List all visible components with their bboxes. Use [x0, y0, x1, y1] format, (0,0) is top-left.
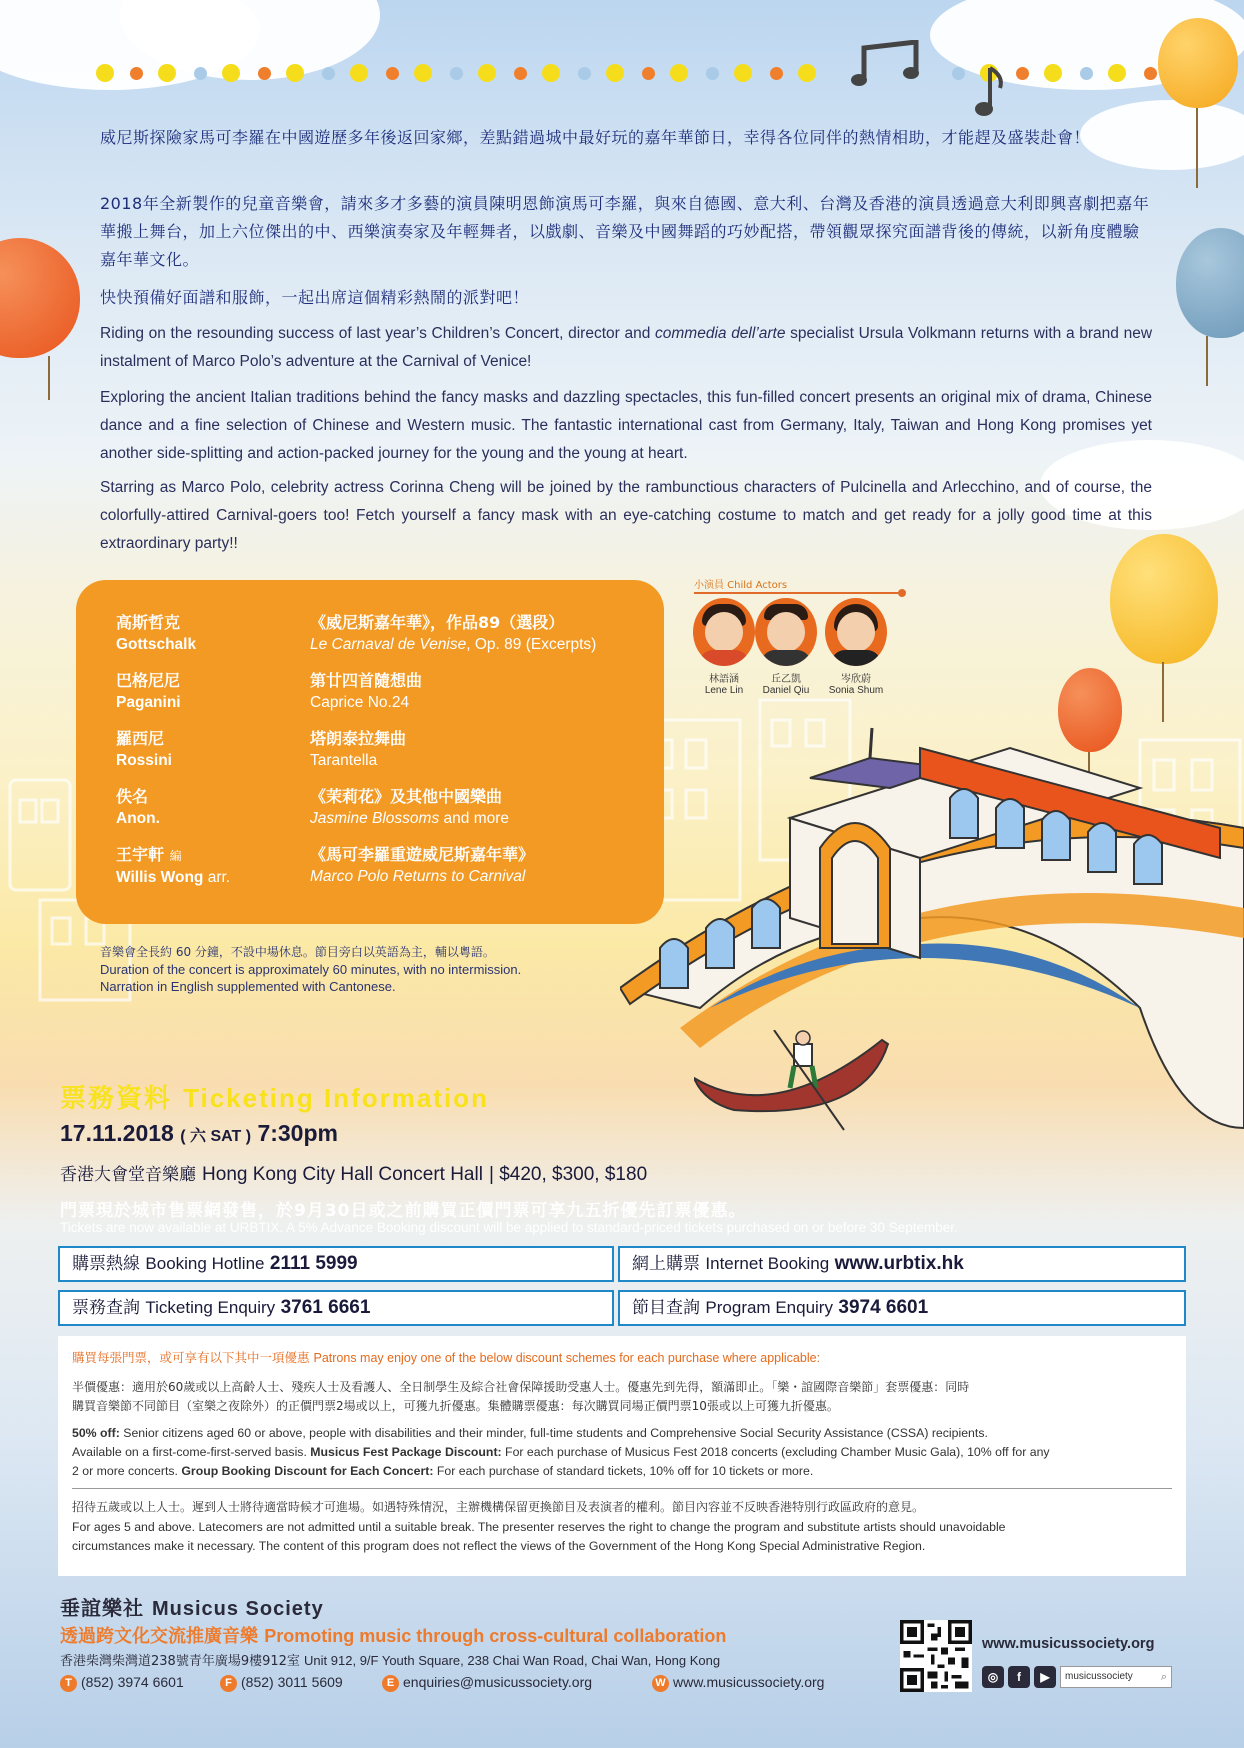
organizer-address [60, 1650, 720, 1669]
balloon-decoration [0, 238, 80, 358]
organizer-tagline-cn: 透過跨文化交流推廣音樂 [60, 1626, 258, 1647]
work-en-rest: , Op. 89 (Excerpts) [466, 636, 597, 653]
contact-tel[interactable] [60, 1674, 184, 1692]
intro-en-text: Riding on the resounding success of last year’s Children’s Concert, director and [100, 325, 656, 342]
music-note-icon [972, 62, 1008, 122]
program-work [310, 670, 670, 714]
terms-en-line: circumstances make it necessary. The content of this program does not reflect the views of the Government of the Hong Kong Special Administrative Region. [72, 1539, 926, 1553]
concert-venue [60, 1160, 647, 1186]
intro-cn-paragraph: 快快預備好面譜和服飾，一起出席這個精彩熱鬧的派對吧！ [100, 288, 530, 307]
booking-hotline-number[interactable]: 2111 5999 [269, 1253, 358, 1274]
program-work [310, 728, 670, 772]
work-en: Tarantella [310, 752, 378, 769]
composer-cn-suffix: 編 [169, 849, 182, 863]
intro-en-paragraph: Starring as Marco Polo, celebrity actress Corinna Cheng will be joined by the rambunctious characters of Pulcinella and Arlecchino, and of course, the colorfully-attired Carnival-goers too! Fetch yourself a fancy mask with an eye-catching costume to match and get ready for a jolly good time at this extraordinary party!! [100, 479, 1152, 552]
ticketing-enquiry-cn: 票務查詢 [72, 1298, 140, 1318]
organizer-tagline-en: Promoting music through cross-cultural collaboration [264, 1626, 727, 1646]
ticketing-enquiry-en: Ticketing Enquiry [145, 1298, 276, 1317]
email-link[interactable]: enquiries@musicussociety.org [403, 1674, 593, 1690]
phone-icon: T [60, 1675, 77, 1692]
work-cn: 塔朗泰拉舞曲 [310, 729, 407, 748]
discount-text: For each purchase of Musicus Fest 2018 concerts (excluding Chamber Music Gala), 10% off for any [501, 1445, 1050, 1459]
discount-label: Group Booking Discount for Each Concert: [181, 1464, 434, 1478]
balloon-string [1206, 336, 1208, 386]
booking-hotline-en: Booking Hotline [145, 1254, 265, 1273]
intro-cn-paragraph: 2018年全新製作的兒童音樂會，請來多才多藝的演員陳明恩飾演馬可李羅，與來自德國、意大利、台灣及香港的演員透過意大利即興喜劇把嘉年華搬上舞台，加上六位傑出的中、西樂演奏家及年輕舞者，以戲劇、音樂及中國舞蹈的巧妙配搭，帶領觀眾探究面譜背後的傳統，以新角度體驗嘉年華文化。 [100, 194, 1150, 269]
venue-en: Hong Kong City Hall Concert Hall [202, 1164, 483, 1185]
program-work [310, 786, 670, 830]
discount-en-line [72, 1424, 1172, 1443]
intro-en-text: specialist Ursula Volkmann returns with a brand new instalment of Marco Polo’s adventure at the Carnival of Venice! [100, 325, 1153, 370]
contact-web[interactable] [652, 1674, 824, 1692]
work-en: Caprice No.24 [310, 694, 410, 711]
work-en: Marco Polo Returns to Carnival [310, 868, 526, 885]
composer-en-name: Willis Wong [116, 869, 204, 886]
actor-name-cn: 岑欣蔚 [841, 674, 871, 685]
fax-icon: F [220, 1675, 237, 1692]
discount-divider [72, 1488, 1172, 1489]
email-icon: E [382, 1675, 399, 1692]
ticket-notice-cn: 門票現於城市售票網發售，於9月30日或之前購買正價門票可享九五折優先訂票優惠。 [60, 1201, 747, 1221]
actor-name-cn: 林語涵 [709, 674, 739, 685]
internet-booking-link[interactable]: www.urbtix.hk [834, 1253, 964, 1274]
fax-number[interactable]: (852) 3011 5609 [241, 1674, 343, 1690]
search-text: musicussociety [1065, 1671, 1133, 1682]
program-enquiry-number[interactable]: 3974 6601 [838, 1297, 929, 1318]
ticketing-enquiry-box[interactable] [58, 1290, 614, 1326]
tel-number[interactable]: (852) 3974 6601 [81, 1674, 184, 1690]
program-box [76, 580, 664, 924]
work-en-italic: Jasmine Blossoms [310, 810, 440, 827]
program-composer [116, 728, 296, 772]
duration-note-en: Narration in English supplemented with Cantonese. [100, 979, 396, 994]
terms-en-line: For ages 5 and above. Latecomers are not admitted until a suitable break. The presenter reserves the right to change the program and substitute artists should unavoidable [72, 1520, 1006, 1534]
balloon-string [48, 356, 50, 400]
website-url[interactable]: www.musicussociety.org [982, 1636, 1155, 1652]
search-icon: ⌕ [1160, 1671, 1167, 1683]
work-en [310, 808, 670, 830]
contact-email[interactable] [382, 1674, 592, 1692]
contact-fax[interactable] [220, 1674, 343, 1692]
duration-note-en: Duration of the concert is approximately 60 minutes, with no intermission. [100, 962, 522, 977]
concert-time: 7:30pm [257, 1120, 338, 1146]
discount-label: Musicus Fest Package Discount: [310, 1445, 502, 1459]
ticketing-title-en: Ticketing Information [183, 1083, 489, 1113]
composer-en: Gottschalk [116, 636, 197, 653]
youtube-icon[interactable]: ▶ [1034, 1666, 1056, 1688]
composer-en [116, 867, 296, 889]
organizer-name-en: Musicus Society [151, 1598, 324, 1620]
intro-cn-paragraph: 威尼斯探險家馬可李羅在中國遊歷多年後返回家鄉，差點錯過城中最好玩的嘉年華節日，幸得各位同伴的熱情相助，才能趕及盛裝赴會！ [100, 128, 1091, 147]
venue-cn: 香港大會堂音樂廳 [60, 1165, 196, 1185]
program-work [310, 612, 670, 656]
internet-booking-cn: 網上購票 [632, 1254, 700, 1274]
actor-name-en: Sonia Shum [828, 685, 884, 696]
concert-day: ( 六 SAT ) [180, 1128, 252, 1145]
discount-label: 50% off: [72, 1426, 120, 1440]
child-actor [818, 598, 894, 696]
duration-note-cn: 音樂會全長約 60 分鐘，不設中場休息。節目旁白以英語為主，輔以粵語。 [100, 945, 495, 959]
ticketing-title [60, 1078, 489, 1115]
program-work [310, 844, 670, 888]
actor-name-en: Daniel Qiu [762, 685, 810, 696]
actor-name-cn: 丘乙凱 [771, 674, 801, 685]
discount-panel [58, 1336, 1186, 1576]
discount-text: Available on a first-come-first-served basis. [72, 1445, 311, 1459]
organizer-name [60, 1592, 324, 1621]
discount-heading-en: Patrons may enjoy one of the below discount schemes for each purchase where applicable: [313, 1351, 821, 1365]
composer-cn-name: 王宇軒 [116, 845, 165, 864]
program-enquiry-en: Program Enquiry [705, 1298, 833, 1317]
terms-cn: 招待五歲或以上人士。遲到人士將待適當時候才可進場。如遇特殊情況，主辦機構保留更換節目及表演者的權利。節目內容並不反映香港特別行政區政府的意見。 [72, 1500, 925, 1514]
intro-en-italic: commedia dell’arte [655, 325, 786, 342]
composer-cn: 高斯哲克 [116, 613, 181, 632]
actor-photo [693, 598, 755, 666]
work-cn: 《茉莉花》及其他中國樂曲 [310, 787, 503, 806]
discount-text: Senior citizens aged 60 or above, people with disabilities and their minder, full-time students and Comprehensive Social Security Assistance (CSSA) recipients. [119, 1426, 988, 1440]
ticket-prices: | $420, $300, $180 [489, 1164, 648, 1185]
program-composer [116, 786, 296, 830]
intro-en-paragraph: Exploring the ancient Italian traditions behind the fancy masks and dazzling spectacles, this fun-filled concert presents an original mix of drama, Chinese dance and a fine selection of Chinese and Western music. The fantastic international cast from Germany, Italy, Taiwan and Hong Kong promises yet another side-splitting and action-packed journey for the young and the young at heart. [100, 389, 1152, 462]
booking-hotline-cn: 購票熱線 [72, 1254, 140, 1274]
discount-en [72, 1424, 1172, 1481]
actor-photo [755, 598, 817, 666]
program-composer [116, 844, 296, 889]
composer-en: Anon. [116, 810, 160, 827]
program-enquiry-box[interactable] [618, 1290, 1186, 1326]
program-composer [116, 670, 296, 714]
work-cn: 第廿四首隨想曲 [310, 671, 423, 690]
facebook-icon[interactable]: f [1008, 1666, 1030, 1688]
intro-en-paragraph [100, 320, 1152, 376]
concert-date: 17.11.2018 [60, 1120, 174, 1146]
balloon-decoration [1158, 18, 1238, 108]
duration-note [100, 944, 521, 995]
composer-en-suffix: arr. [207, 869, 231, 886]
booking-hotline-box[interactable] [58, 1246, 614, 1282]
discount-cn-line: 半價優惠：適用於60歲或以上高齡人士、殘疾人士及看護人、全日制學生及綜合社會保障援助受惠人士。優惠先到先得，額滿即止。「樂・誼國際音樂節」套票優惠：同時 [72, 1380, 970, 1394]
web-icon: W [652, 1675, 669, 1692]
work-en [310, 634, 670, 656]
program-composer [116, 612, 296, 656]
ticketing-title-cn: 票務資料 [60, 1084, 173, 1114]
discount-cn [72, 1378, 1172, 1416]
work-en-italic: Le Carnaval de Venise [310, 636, 467, 653]
gondola-illustration [694, 1030, 894, 1140]
child-actors-divider [694, 592, 902, 594]
internet-booking-en: Internet Booking [705, 1254, 830, 1273]
ticketing-enquiry-number[interactable]: 3761 6661 [280, 1297, 371, 1318]
discount-text: 2 or more concerts. [72, 1464, 182, 1478]
discount-heading [72, 1348, 820, 1366]
actor-photo [825, 598, 887, 666]
address-cn: 香港柴灣柴灣道238號青年廣場9樓912室 [60, 1654, 300, 1669]
internet-booking-box[interactable] [618, 1246, 1186, 1282]
work-cn: 《馬可李羅重遊威尼斯嘉年華》 [310, 845, 535, 864]
balloon-decoration [1176, 228, 1244, 338]
search-box[interactable] [1060, 1666, 1172, 1688]
address-en: Unit 912, 9/F Youth Square, 238 Chai Wan Road, Chai Wan, Hong Kong [304, 1653, 721, 1668]
concert-datetime [60, 1120, 338, 1147]
composer-en: Rossini [116, 752, 172, 769]
organizer-name-cn: 垂誼樂社 [60, 1596, 144, 1620]
composer-cn [116, 844, 296, 867]
child-actor [748, 598, 824, 696]
composer-cn: 巴格尼尼 [116, 671, 181, 690]
actor-name-en: Lene Lin [704, 685, 744, 696]
composer-cn: 羅西尼 [116, 729, 165, 748]
work-cn: 《威尼斯嘉年華》，作品89（選段） [310, 613, 565, 632]
discount-cn-line: 購買音樂節不同節目（室樂之夜除外）的正價門票2場或以上，可獲九折優惠。集體購票優惠：每次購買同場正價門票10張或以上可獲九折優惠。 [72, 1399, 839, 1413]
music-note-icon [850, 40, 930, 90]
web-link[interactable]: www.musicussociety.org [673, 1674, 825, 1690]
discount-text: For each purchase of standard tickets, 10% off for 10 tickets or more. [433, 1464, 814, 1478]
ticket-notice-en: Tickets are now available at URBTIX. A 5% Advance Booking discount will be applied to standard-priced tickets purchased on or before 30 September. [60, 1220, 958, 1235]
program-enquiry-cn: 節目查詢 [632, 1298, 700, 1318]
discount-en-line [72, 1443, 1172, 1462]
child-actors-heading: 小演員 Child Actors [694, 580, 788, 591]
discount-heading-cn: 購買每張門票，或可享有以下其中一項優惠 [72, 1350, 310, 1365]
balloon-string [1196, 108, 1198, 188]
qr-code[interactable] [900, 1620, 972, 1692]
organizer-tagline [60, 1622, 726, 1648]
work-en-rest: and more [439, 810, 510, 827]
terms-en [72, 1518, 1172, 1556]
composer-cn: 佚名 [116, 787, 149, 806]
discount-en-line [72, 1462, 1172, 1481]
instagram-icon[interactable]: ◎ [982, 1666, 1004, 1688]
composer-en: Paganini [116, 694, 181, 711]
